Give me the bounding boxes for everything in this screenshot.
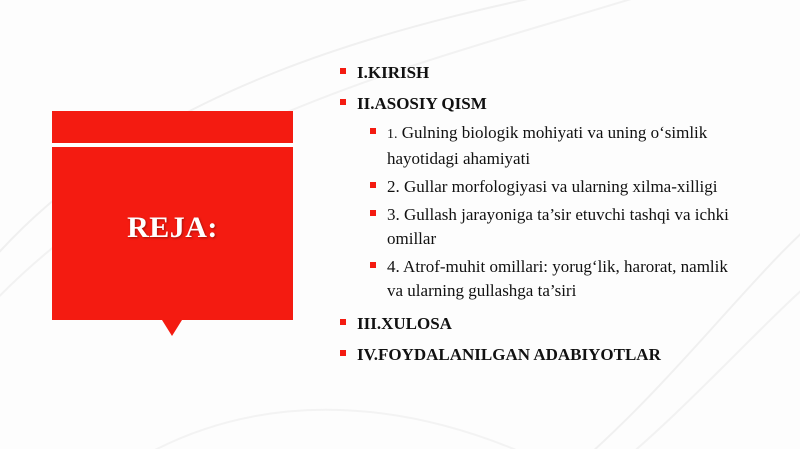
title-box-divider	[52, 143, 293, 147]
bullet-icon	[370, 210, 376, 216]
outline-item-asosiy-qism	[340, 93, 770, 115]
bullet-icon	[340, 68, 346, 74]
bullet-icon	[340, 99, 346, 105]
slide-title: REJA:	[127, 211, 218, 244]
subitem-text: Gulning biologik mohiyati va uning o‘simlik hayotidagi ahamiyati	[387, 123, 708, 168]
outline-item-xulosa	[340, 313, 770, 335]
subitem-text: 2. Gullar morfologiyasi va ularning xilma-xilligi	[387, 177, 718, 196]
bullet-icon	[340, 350, 346, 356]
subitem-1	[370, 121, 747, 171]
outline-item-label: III.XULOSA	[357, 314, 452, 333]
subitem-3	[370, 203, 747, 251]
bullet-icon	[370, 182, 376, 188]
outline-item-label: II.ASOSIY QISM	[357, 94, 487, 113]
title-box	[52, 111, 293, 320]
subitem-number: 1.	[387, 127, 398, 142]
bullet-icon	[340, 319, 346, 325]
outline-item-label: I.KIRISH	[357, 63, 430, 82]
subitem-text: 3. Gullash jarayoniga ta’sir etuvchi tashqi va ichki omillar	[387, 205, 729, 248]
outline-list	[340, 62, 770, 375]
outline-item-adabiyotlar	[340, 344, 770, 366]
outline-item-label: IV.FOYDALANILGAN ADABIYOTLAR	[357, 345, 661, 364]
callout-pointer	[162, 320, 182, 336]
bullet-icon	[370, 262, 376, 268]
subitem-text: 4. Atrof-muhit omillari: yorug‘lik, harorat, namlik va ularning gullashga ta’siri	[387, 257, 728, 300]
bullet-icon	[370, 128, 376, 134]
outline-item-kirish	[340, 62, 770, 84]
subitem-2	[370, 175, 747, 199]
subitem-4	[370, 255, 747, 303]
